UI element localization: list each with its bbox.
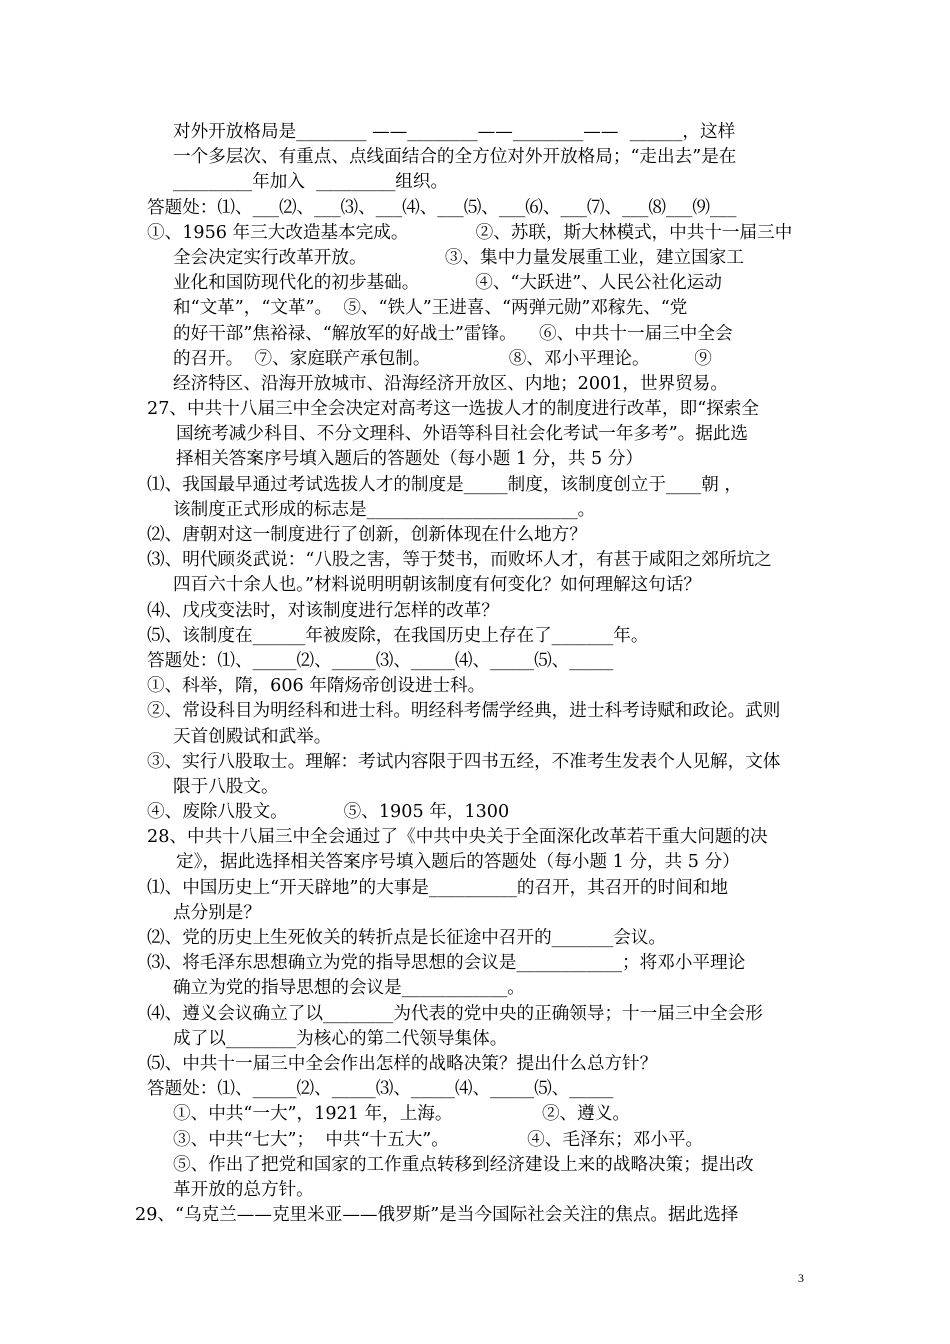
text-line: 答题处：⑴、___⑵、___⑶、___⑷、___⑸、___⑹、___⑺、___⑻___⑼___: [147, 197, 737, 218]
text-line: 定》，据此选择相关答案序号填入题后的答题处（每小题 1 分，共 5 分）: [176, 852, 740, 873]
text-line: 对外开放格局是________ ——________——________—— ______，这样: [173, 122, 736, 142]
text-line: 的召开。 ⑦、家庭联产承包制。 ⑧、邓小平理论。 ⑨: [173, 348, 712, 369]
text-line: 经济特区、沿海开放城市、沿海经济开放区、内地；2001，世界贸易。: [173, 373, 728, 394]
text-line: ①、中共“一大”，1921 年，上海。 ②、遵义。: [173, 1104, 630, 1125]
text-line: ⑷、遵义会议确立了以________为代表的党中央的正确领导；十一届三中全会形: [147, 1003, 763, 1024]
text-line: 国统考减少科目、不分文理科、外语等科目社会化考试一年多考”。据此选: [176, 424, 748, 445]
text-line: 和“文革”，“文革”。 ⑤、“铁人”王进喜、“两弹元勋”邓稼先、“党: [173, 298, 688, 319]
text-line: ⑴、我国最早通过考试选拔人才的制度是_____制度，该制度创立于____朝 ，: [147, 474, 742, 495]
text-line: 择相关答案序号填入题后的答题处（每小题 1 分，共 5 分）: [176, 449, 644, 470]
page-number: 3: [798, 1271, 804, 1285]
text-line: ④、废除八股文。 ⑤、1905 年，1300: [147, 802, 510, 823]
text-line: 28、中共十八届三中全会通过了《中共中央关于全面深化改革若干重大问题的决: [147, 827, 768, 848]
text-line: 29、“乌克兰——克里米亚——俄罗斯”是当今国际社会关注的焦点。据此选择: [135, 1205, 739, 1226]
text-line: ①、科举，隋，606 年隋炀帝创设进士科。: [147, 676, 486, 697]
text-line: ①、1956 年三大改造基本完成。 ②、苏联，斯大林模式，中共十一届三中: [147, 222, 793, 243]
text-line: ⑴、中国历史上“开天辟地”的大事是__________的召开，其召开的时间和地: [147, 877, 728, 898]
text-line: _________年加入 _________组织。: [173, 172, 449, 193]
text-line: 天首创殿试和武举。: [173, 726, 332, 747]
text-line: 答题处：⑴、_____⑵、_____⑶、_____⑷、_____⑸、_____: [147, 1079, 614, 1100]
text-line: 的好干部”焦裕禄、“解放军的好战士”雷锋。 ⑥、中共十一届三中全会: [173, 323, 733, 344]
text-line: ⑷、戊戌变法时，对该制度进行怎样的改革？: [147, 600, 499, 621]
text-line: ③、中共“七大”； 中共“十五大”。 ④、毛泽东；邓小平。: [173, 1129, 704, 1150]
text-line: ⑶、将毛泽东思想确立为党的指导思想的会议是____________；将邓小平理论: [147, 953, 746, 974]
text-line: ⑵、唐朝对这一制度进行了创新，创新体现在什么地方？: [147, 525, 587, 545]
text-line: 革开放的总方针。: [173, 1179, 314, 1200]
document-body: [135, 120, 827, 1228]
text-line: ⑸、该制度在______年被废除，在我国历史上存在了_______年。: [147, 625, 649, 646]
text-line: ⑵、党的历史上生死攸关的转折点是长征途中召开的_______会议。: [147, 928, 667, 948]
text-line: ③、实行八股取士。理解：考试内容限于四书五经，不准考生发表个人见解，文体: [147, 751, 781, 772]
text-line: 一个多层次、有重点、点线面结合的全方位对外开放格局；“走出去”是在: [173, 147, 737, 168]
text-line: 四百六十余人也。”材料说明明朝该制度有何变化？如何理解这句话？: [173, 575, 702, 596]
text-line: 27、中共十八届三中全会决定对高考这一选拔人才的制度进行改革，即“探索全: [147, 399, 759, 420]
text-line: 限于八股文。: [173, 776, 279, 797]
text-line: 确立为党的指导思想的会议是____________。: [173, 978, 525, 999]
text-line: ⑤、作出了把党和国家的工作重点转移到经济建设上来的战略决策；提出改: [173, 1154, 754, 1175]
text-line: ⑸、中共十一届三中全会作出怎样的战略决策？提出什么总方针？: [147, 1053, 658, 1074]
text-line: ⑶、明代顾炎武说：“八股之害，等于焚书，而败坏人才，有甚于咸阳之郊所坑之: [147, 550, 772, 571]
text-line: 该制度正式形成的标志是________________________。: [173, 499, 596, 520]
text-line: 成了以________为核心的第二代领导集体。: [173, 1028, 508, 1049]
text-line: 答题处：⑴、_____⑵、_____⑶、_____⑷、_____⑸、_____: [147, 650, 614, 671]
text-line: 点分别是？: [173, 902, 261, 923]
text-line: ②、常设科目为明经科和进士科。明经科考儒学经典，进士科考诗赋和政论。武则: [147, 701, 781, 722]
text-line: 业化和国防现代化的初步基础。 ④、“大跃进”、人民公社化运动: [173, 273, 722, 294]
text-line: 全会决定实行改革开放。 ③、集中力量发展重工业，建立国家工: [173, 247, 744, 268]
